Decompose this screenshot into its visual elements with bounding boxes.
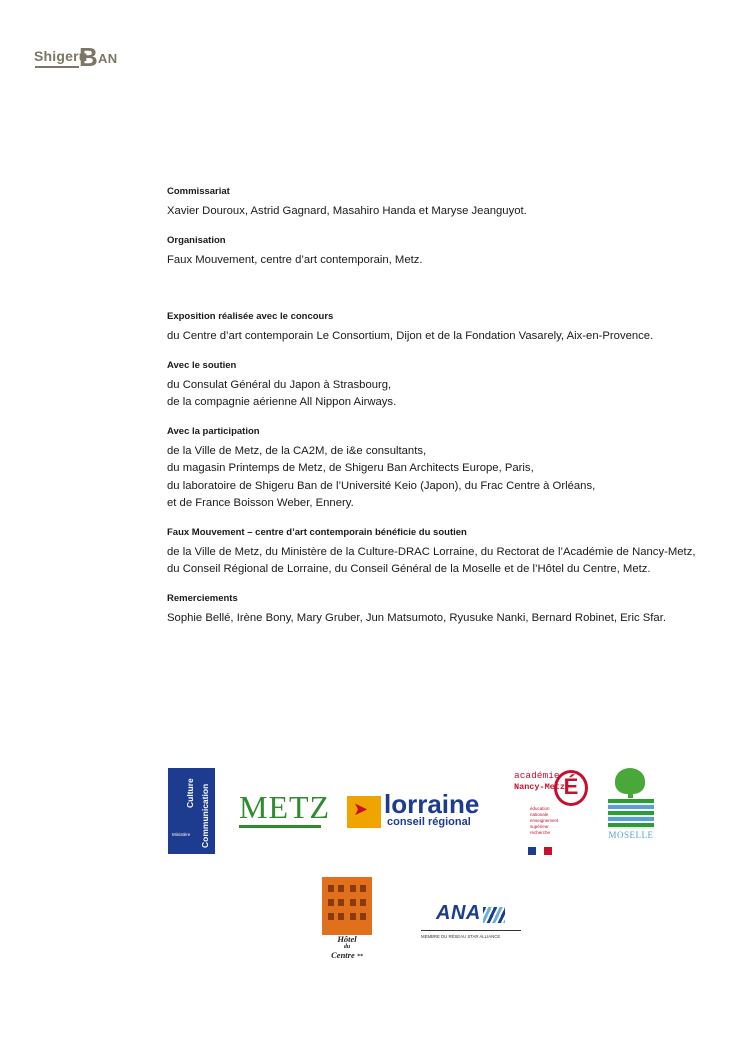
credit-participation (167, 426, 727, 513)
credit-concours (167, 311, 727, 346)
credit-faux-mouvement (167, 527, 727, 579)
credit-commissariat (167, 186, 727, 221)
ana-stripe-icon (483, 907, 505, 923)
nancy-metz-text: Nancy-Metz (514, 782, 566, 792)
credit-label: Remerciements (167, 592, 238, 604)
academie-e-icon: É (554, 770, 588, 806)
metz-text: METZ (239, 789, 331, 825)
credit-line: Sophie Bellé, Irène Bony, Mary Gruber, Jun Matsumoto, Ryusuke Nanki, Bernard Robinet, Eric Sfar. (167, 611, 666, 624)
lorraine-text: lorraine (384, 789, 480, 819)
metz-underline (239, 825, 321, 828)
hotel-du-centre-logo (320, 877, 374, 962)
culture-text: Culture (185, 778, 195, 808)
academie-nancy-metz-logo (514, 770, 586, 858)
credit-soutien (167, 360, 727, 412)
credit-line: Xavier Douroux, Astrid Gagnard, Masahiro Handa et Maryse Jeanguyot. (167, 205, 527, 217)
credit-line: du Centre d’art contemporain Le Consortium, Dijon et de la Fondation Vasarely, Aix-en-Provence. (167, 330, 654, 342)
logo-an-text: AN (98, 51, 118, 66)
credit-line: du Consulat Général du Japon à Strasbourg, (167, 378, 392, 391)
conseil-regional-text: conseil régional (387, 816, 471, 828)
credit-line: de la Ville de Metz, du Ministère de la Culture-DRAC Lorraine, du Rectorat de l’Académie de Nancy-Metz, (167, 545, 696, 558)
ana-text: ANA (436, 902, 481, 924)
credit-organisation (167, 235, 727, 270)
ana-rule (421, 930, 521, 931)
logo-underline (35, 66, 79, 68)
credit-line: Faux Mouvement, centre d’art contemporain, Metz. (167, 253, 423, 266)
metz-logo (239, 789, 331, 830)
lorraine-logo (347, 789, 492, 830)
ministere-text: Ministère (172, 832, 191, 837)
hotel-building-icon (322, 877, 372, 935)
moselle-text: MOSELLE (608, 830, 654, 840)
credit-label: Organisation (167, 234, 226, 246)
credit-line: du Conseil Régional de Lorraine, du Conseil Général de la Moselle et de l’Hôtel du Centre, Metz. (167, 563, 651, 575)
credit-remerciements (167, 593, 727, 628)
communication-text: Communication (200, 783, 210, 848)
tree-icon (615, 768, 645, 794)
culture-communication-logo (168, 768, 215, 854)
credits-section (167, 186, 727, 627)
moselle-logo (606, 768, 656, 844)
star-alliance-text: MEMBRE DU RÉSEAU STAR ALLIANCE (421, 934, 501, 939)
credit-label: Avec la participation (167, 425, 260, 437)
french-flag-icon (528, 842, 552, 850)
credit-line: de la compagnie aérienne All Nippon Airways. (167, 396, 397, 408)
credit-line: et de France Boisson Weber, Ennery. (167, 497, 354, 509)
shigeru-ban-logo (34, 42, 126, 72)
credit-line: du laboratoire de Shigeru Ban de l’Université Keio (Japon), du Frac Centre à Orléans, (167, 479, 596, 492)
river-waves-icon (608, 799, 654, 829)
academie-small-text: éducation nationale enseignement supérieur recherche (530, 806, 559, 835)
credit-line: du magasin Printemps de Metz, de Shigeru Ban Architects Europe, Paris, (167, 462, 534, 474)
credit-label: Avec le soutien (167, 359, 237, 371)
hotel-text: Hôtel du Centre ** (331, 934, 363, 960)
lorraine-arrows-icon: ➤ (347, 796, 381, 828)
ana-logo (421, 902, 521, 945)
credit-label: Commissariat (167, 186, 230, 197)
academie-text: académie (514, 770, 560, 781)
tree-trunk (628, 792, 633, 798)
credit-label: Exposition réalisée avec le concours (167, 311, 334, 322)
logo-b-letter: B (79, 42, 98, 72)
credit-line: de la Ville de Metz, de la CA2M, de i&e consultants, (167, 444, 427, 457)
logo-shigeru-text: Shigeru (34, 48, 88, 64)
credit-label: Faux Mouvement – centre d’art contemporain bénéficie du soutien (167, 526, 467, 538)
